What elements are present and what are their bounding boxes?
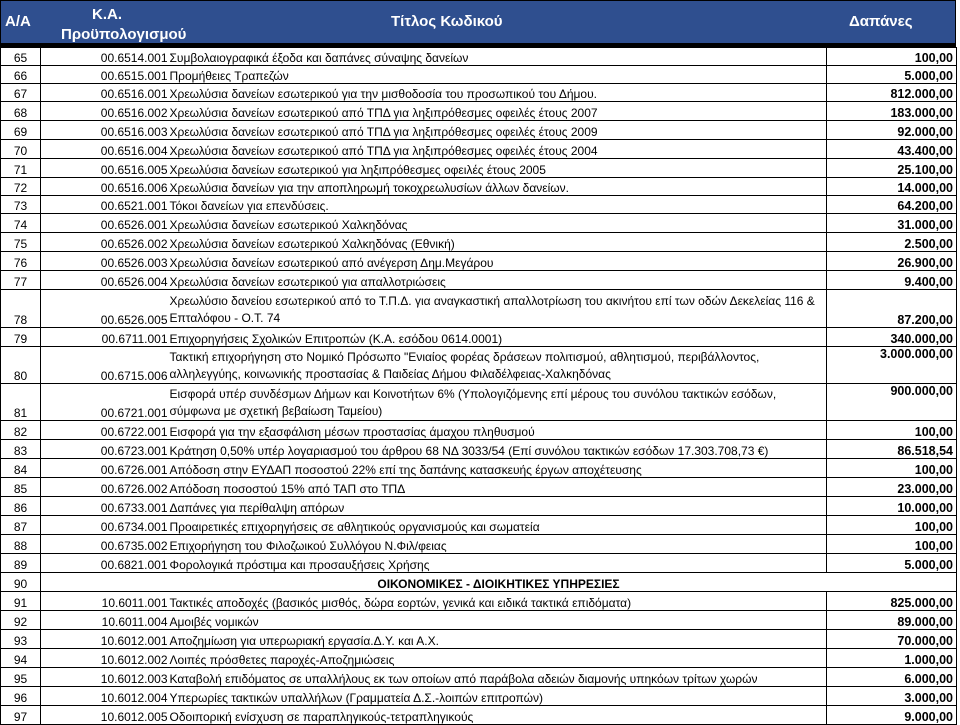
row-number: 91 [1, 592, 41, 611]
expense-amount: 87.200,00 [827, 290, 957, 328]
budget-code: 10.6012.005 [41, 706, 169, 725]
row-number: 84 [1, 459, 41, 478]
budget-code: 00.6721.001 [41, 384, 169, 421]
code-title: Υπερωρίες τακτικών υπαλλήλων (Γραμματεία Δ.Σ.-λοιπών επιτροπών) [169, 687, 827, 706]
table-row [1, 649, 957, 668]
row-number: 95 [1, 668, 41, 687]
budget-code: 00.6711.001 [41, 328, 169, 347]
row-number: 86 [1, 497, 41, 516]
code-title: Τόκοι δανείων για επενδύσεις. [169, 196, 827, 214]
row-number: 87 [1, 516, 41, 535]
table-row [1, 178, 957, 196]
expense-amount: 25.100,00 [827, 159, 957, 178]
expense-amount: 6.000,00 [827, 668, 957, 687]
row-number: 69 [1, 121, 41, 140]
row-number: 74 [1, 214, 41, 233]
header-expenses: Δαπάνες [849, 13, 913, 30]
table-row [1, 706, 957, 725]
table-row [1, 214, 957, 233]
budget-code: 10.6012.003 [41, 668, 169, 687]
code-title: Χρεωλύσια δανείων εσωτερικού Χαλκηδόνας [169, 214, 827, 233]
budget-code: 10.6012.002 [41, 649, 169, 668]
table-row [1, 102, 957, 121]
header-title: Τίτλος Κωδικού [391, 13, 503, 30]
table-row [1, 459, 957, 478]
row-number: 78 [1, 290, 41, 328]
table-row [1, 630, 957, 649]
expense-amount: 3.000,00 [827, 687, 957, 706]
table-row [1, 535, 957, 554]
row-number: 90 [1, 573, 41, 592]
code-title: Τακτικές αποδοχές (βασικός μισθός, δώρα εορτών, γενικά και ειδικά τακτικά επιδόματα) [169, 592, 827, 611]
table-row [1, 592, 957, 611]
expense-amount: 340.000,00 [827, 328, 957, 347]
row-number: 75 [1, 233, 41, 252]
row-number: 81 [1, 384, 41, 421]
table-row [1, 421, 957, 440]
expense-amount: 825.000,00 [827, 592, 957, 611]
code-title: Δαπάνες για περίθαλψη απόρων [169, 497, 827, 516]
expense-amount: 14.000,00 [827, 178, 957, 196]
expense-amount: 1.000,00 [827, 649, 957, 668]
code-title: Χρεωλύσια δανείων για την αποπληρωμή τοκοχρεωλυσίων άλλων δανείων. [169, 178, 827, 196]
budget-code: 00.6516.004 [41, 140, 169, 159]
section-title: ΟΙΚΟΝΟΜΙΚΕΣ - ΔΙΟΙΚΗΤΙΚΕΣ ΥΠΗΡΕΣΙΕΣ [41, 573, 957, 592]
row-number: 68 [1, 102, 41, 121]
code-title: Εισφορά για την εξασφάλιση μέσων προστασίας άμαχου πληθυσμού [169, 421, 827, 440]
budget-code: 10.6011.001 [41, 592, 169, 611]
table-row [1, 687, 957, 706]
table-row [1, 233, 957, 252]
row-number: 77 [1, 271, 41, 290]
table-row [1, 611, 957, 630]
header-ka-line2: Προϋπολογισμού [61, 26, 187, 43]
row-number: 97 [1, 706, 41, 725]
table-row [1, 140, 957, 159]
expense-amount: 23.000,00 [827, 478, 957, 497]
table-row [1, 48, 957, 66]
budget-code: 10.6012.004 [41, 687, 169, 706]
table-row [1, 196, 957, 214]
expense-amount: 10.000,00 [827, 497, 957, 516]
code-title: Εισφορά υπέρ συνδέσμων Δήμων και Κοινοτήτων 6% (Υπολογιζόμενης επί μέρους του συνόλου τακτικών εσόδων, σύμφωνα με σχετική βεβαίωση Ταμείου) [169, 384, 827, 421]
budget-code: 10.6012.001 [41, 630, 169, 649]
expense-amount: 26.900,00 [827, 252, 957, 271]
row-number: 88 [1, 535, 41, 554]
expense-amount: 3.000.000,00 [827, 347, 957, 384]
expense-amount: 5.000,00 [827, 554, 957, 573]
table-row [1, 478, 957, 497]
expense-amount: 900.000,00 [827, 384, 957, 421]
table-row [1, 290, 957, 328]
code-title: Απόδοση στην ΕΥΔΑΠ ποσοστού 22% επί της δαπάνης κατασκευής έργων αποχέτευσης [169, 459, 827, 478]
table-header [0, 0, 956, 44]
row-number: 82 [1, 421, 41, 440]
budget-code: 00.6734.001 [41, 516, 169, 535]
row-number: 71 [1, 159, 41, 178]
expense-amount: 100,00 [827, 535, 957, 554]
row-number: 67 [1, 84, 41, 102]
code-title: Χρεωλύσια δανείων εσωτερικού για απαλλοτριώσεις [169, 271, 827, 290]
expense-amount: 92.000,00 [827, 121, 957, 140]
table-row [1, 384, 957, 421]
code-title: Χρεωλύσια δανείων εσωτερικού για την μισθοδοσία του προσωπικού του Δήμου. [169, 84, 827, 102]
row-number: 76 [1, 252, 41, 271]
code-title: Αποζημίωση για υπερωριακή εργασία.Δ.Υ. και Α.Χ. [169, 630, 827, 649]
code-title: Χρεωλύσια δανείων εσωτερικού για ληξιπρόθεσμες οφειλές έτους 2005 [169, 159, 827, 178]
expense-amount: 100,00 [827, 516, 957, 535]
row-number: 65 [1, 48, 41, 66]
expense-amount: 31.000,00 [827, 214, 957, 233]
row-number: 72 [1, 178, 41, 196]
table-body [1, 48, 957, 725]
budget-code: 00.6514.001 [41, 48, 169, 66]
code-title: Χρεωλύσια δανείων εσωτερικού από ΤΠΔ για ληξιπρόθεσμες οφειλές έτους 2004 [169, 140, 827, 159]
row-number: 94 [1, 649, 41, 668]
budget-code: 00.6526.005 [41, 290, 169, 328]
budget-code: 00.6726.002 [41, 478, 169, 497]
budget-table [0, 47, 957, 725]
code-title: Καταβολή επιδόματος σε υπαλλήλους εκ των οποίων από παράβολα αδειών διαμονής υπηκόων τρίτων χωρών [169, 668, 827, 687]
budget-code: 00.6526.004 [41, 271, 169, 290]
budget-code: 00.6516.005 [41, 159, 169, 178]
code-title: Αμοιβές νομικών [169, 611, 827, 630]
budget-code: 00.6821.001 [41, 554, 169, 573]
budget-code: 00.6515.001 [41, 66, 169, 84]
section-row [1, 573, 957, 592]
table-row [1, 121, 957, 140]
budget-code: 00.6516.002 [41, 102, 169, 121]
code-title: Χρεωλύσια δανείων εσωτερικού Χαλκηδόνας (Εθνική) [169, 233, 827, 252]
budget-code: 00.6526.003 [41, 252, 169, 271]
expense-amount: 5.000,00 [827, 66, 957, 84]
budget-code: 00.6526.001 [41, 214, 169, 233]
code-title: Τακτική επιχορήγηση στο Νομικό Πρόσωπο "Ενιαίος φορέας δράσεων πολιτισμού, αθλητισμού, περιβάλλοντος, αλληλεγγύης, κοινωνικής προστασίας & Παιδείας Δήμου Φιλαδέλφειας-Χαλκηδόνας [169, 347, 827, 384]
code-title: Φορολογικά πρόστιμα και προσαυξήσεις Χρήσης [169, 554, 827, 573]
row-number: 92 [1, 611, 41, 630]
code-title: Χρεωλύσιο δανείου εσωτερικού από το Τ.Π.Δ. για αναγκαστική απαλλοτρίωση του ακινήτου επί των οδών Δεκελείας 116 & Επταλόφου - Ο.Τ. 74 [169, 290, 827, 328]
table-row [1, 328, 957, 347]
row-number: 73 [1, 196, 41, 214]
budget-code: 00.6726.001 [41, 459, 169, 478]
expense-amount: 2.500,00 [827, 233, 957, 252]
table-row [1, 66, 957, 84]
row-number: 85 [1, 478, 41, 497]
row-number: 93 [1, 630, 41, 649]
budget-code: 00.6516.001 [41, 84, 169, 102]
table-row [1, 668, 957, 687]
budget-code: 10.6011.004 [41, 611, 169, 630]
table-row [1, 554, 957, 573]
budget-code: 00.6733.001 [41, 497, 169, 516]
expense-amount: 100,00 [827, 48, 957, 66]
expense-amount: 100,00 [827, 421, 957, 440]
header-ka-line1: Κ.Α. [92, 6, 122, 23]
row-number: 66 [1, 66, 41, 84]
code-title: Λοιπές πρόσθετες παροχές-Αποζημιώσεις [169, 649, 827, 668]
row-number: 89 [1, 554, 41, 573]
expense-amount: 64.200,00 [827, 196, 957, 214]
expense-amount: 183.000,00 [827, 102, 957, 121]
expense-amount: 9.400,00 [827, 271, 957, 290]
table-row [1, 84, 957, 102]
table-row [1, 440, 957, 459]
budget-code: 00.6722.001 [41, 421, 169, 440]
budget-code: 00.6521.001 [41, 196, 169, 214]
expense-amount: 86.518,54 [827, 440, 957, 459]
code-title: Απόδοση ποσοστού 15% από ΤΑΠ στο ΤΠΔ [169, 478, 827, 497]
row-number: 70 [1, 140, 41, 159]
row-number: 79 [1, 328, 41, 347]
expense-amount: 89.000,00 [827, 611, 957, 630]
expense-amount: 70.000,00 [827, 630, 957, 649]
table-row [1, 271, 957, 290]
row-number: 80 [1, 347, 41, 384]
code-title: Επιχορήγηση του Φιλοζωικού Συλλόγου Ν.Φιλ/φειας [169, 535, 827, 554]
table-row [1, 516, 957, 535]
row-number: 83 [1, 440, 41, 459]
budget-code: 00.6735.002 [41, 535, 169, 554]
expense-amount: 43.400,00 [827, 140, 957, 159]
code-title: Επιχορηγήσεις Σχολικών Επιτροπών (Κ.Α. εσόδου 0614.0001) [169, 328, 827, 347]
code-title: Προαιρετικές επιχορηγήσεις σε αθλητικούς οργανισμούς και σωματεία [169, 516, 827, 535]
expense-amount: 100,00 [827, 459, 957, 478]
code-title: Συμβολαιογραφικά έξοδα και δαπάνες σύναψης δανείων [169, 48, 827, 66]
code-title: Χρεωλύσια δανείων εσωτερικού από ανέγερση Δημ.Μεγάρου [169, 252, 827, 271]
code-title: Προμήθειες Τραπεζών [169, 66, 827, 84]
code-title: Οδοιπορική ενίσχυση σε παραπληγικούς-τετραπληγικούς [169, 706, 827, 725]
code-title: Κράτηση 0,50% υπέρ λογαριασμού του άρθρου 68 ΝΔ 3033/54 (Επί συνόλου τακτικών εσόδων 17.303.708,73 €) [169, 440, 827, 459]
code-title: Χρεωλύσια δανείων εσωτερικού από ΤΠΔ για ληξιπρόθεσμες οφειλές έτους 2007 [169, 102, 827, 121]
expense-amount: 812.000,00 [827, 84, 957, 102]
table-row [1, 159, 957, 178]
budget-code: 00.6715.006 [41, 347, 169, 384]
header-aa: Α/Α [5, 13, 31, 30]
table-row [1, 252, 957, 271]
table-row [1, 347, 957, 384]
expense-amount: 9.000,00 [827, 706, 957, 725]
budget-code: 00.6723.001 [41, 440, 169, 459]
budget-code: 00.6516.003 [41, 121, 169, 140]
code-title: Χρεωλύσια δανείων εσωτερικού από ΤΠΔ για ληξιπρόθεσμες οφειλές έτους 2009 [169, 121, 827, 140]
budget-code: 00.6526.002 [41, 233, 169, 252]
header-ka [61, 5, 187, 45]
row-number: 96 [1, 687, 41, 706]
budget-code: 00.6516.006 [41, 178, 169, 196]
table-row [1, 497, 957, 516]
